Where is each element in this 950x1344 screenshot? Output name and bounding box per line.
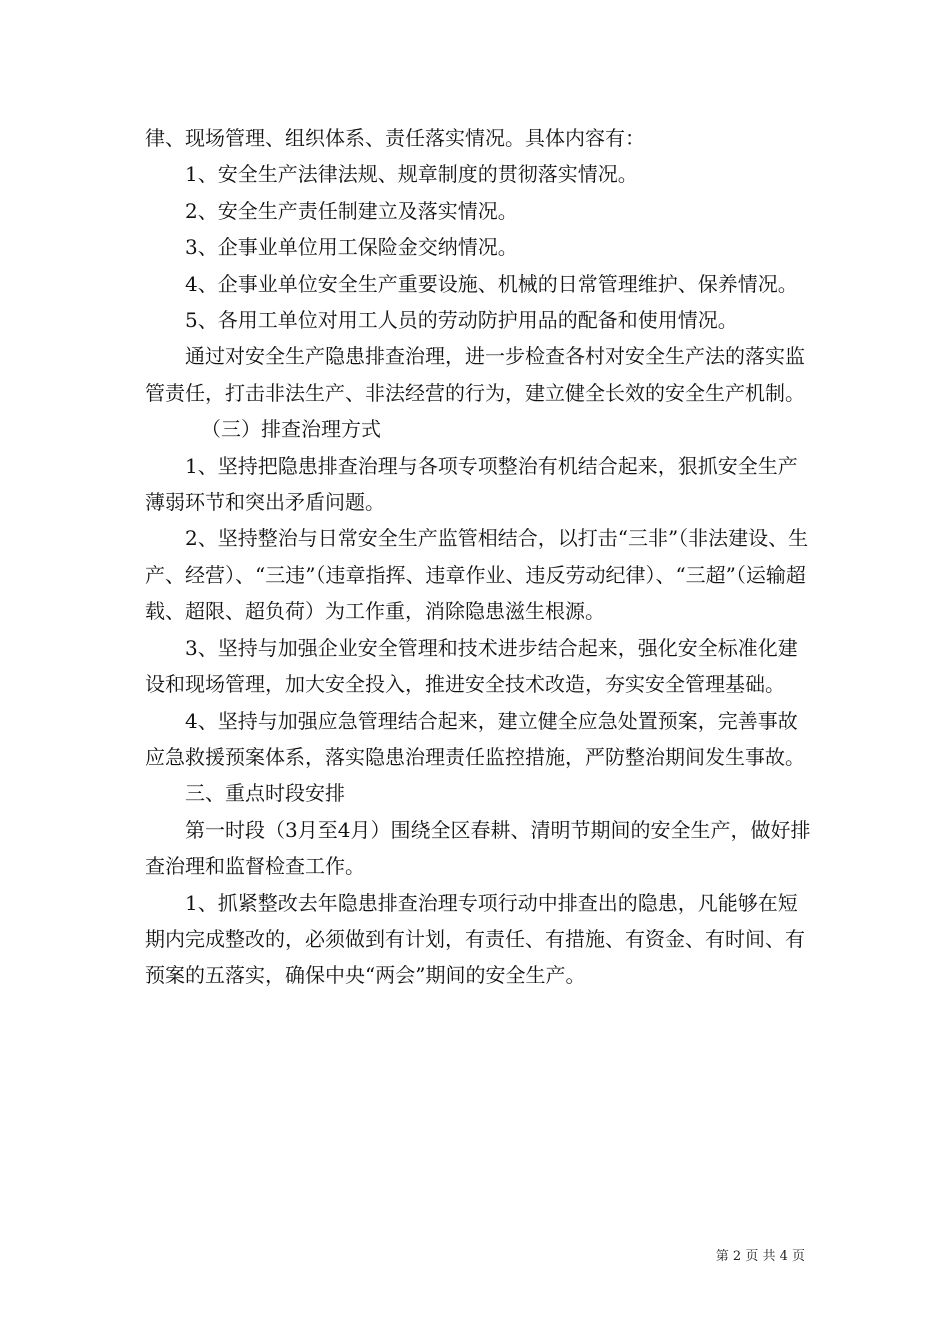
schedule-item-1: 1、抓紧整改去年隐患排查治理专项行动中排查出的隐患，凡能够在短期内完成整改的，必须做到有计划，有责任、有措施、有资金、有时间、有预案的五落实，确保中央“两会”期间的安全生产。 — [145, 890, 805, 988]
method-item-3: 3、坚持与加强企业安全管理和技术进步结合起来，强化安全标准化建设和现场管理，加大安全投入，推进安全技术改造，夯实安全管理基础。 — [145, 635, 798, 697]
list-item-2: 2、安全生产责任制建立及落实情况。 — [185, 198, 518, 223]
list-item-1: 1、安全生产法律法规、规章制度的贯彻落实情况。 — [185, 162, 638, 187]
method-item-4: 4、坚持与加强应急管理结合起来，建立健全应急处置预案，完善事故应急救援预案体系，落实隐患治理责任监控措施，严防整治期间发生事故。 — [145, 708, 805, 769]
page-number-footer: 第 2 页 共 4 页 — [715, 1249, 805, 1264]
list-item-5: 5、各用工单位对用工人员的劳动防护用品的配备和使用情况。 — [185, 308, 738, 333]
method-item-1: 1、坚持把隐患排查治理与各项专项整治有机结合起来，狠抓安全生产薄弱环节和突出矛盾问题。 — [145, 453, 798, 515]
schedule-period-1: 第一时段（3月至4月）围绕全区春耕、清明节期间的安全生产，做好排查治理和监督检查工作。 — [145, 817, 811, 879]
summary-paragraph: 通过对安全生产隐患排查治理，进一步检查各村对安全生产法的落实监管责任，打击非法生产、非法经营的行为，建立健全长效的安全生产机制。 — [145, 344, 805, 405]
method-item-2: 2、坚持整治与日常安全生产监管相结合，以打击“三非”（非法建设、生产、经营）、“三违”（违章指挥、违章作业、违反劳动纪律）、“三超”（运输超载、超限、超负荷）为工作重，消除隐患滋生根源。 — [145, 526, 809, 624]
section-heading-method: （三）排查治理方式 — [201, 417, 381, 442]
list-item-4: 4、企事业单位安全生产重要设施、机械的日常管理维护、保养情况。 — [185, 271, 798, 296]
list-item-3: 3、企事业单位用工保险金交纳情况。 — [185, 235, 518, 260]
document-body — [145, 120, 815, 994]
paragraph-continuation: 律、现场管理、组织体系、责任落实情况。具体内容有： — [145, 126, 645, 150]
section-heading-schedule: 三、重点时段安排 — [185, 781, 345, 806]
